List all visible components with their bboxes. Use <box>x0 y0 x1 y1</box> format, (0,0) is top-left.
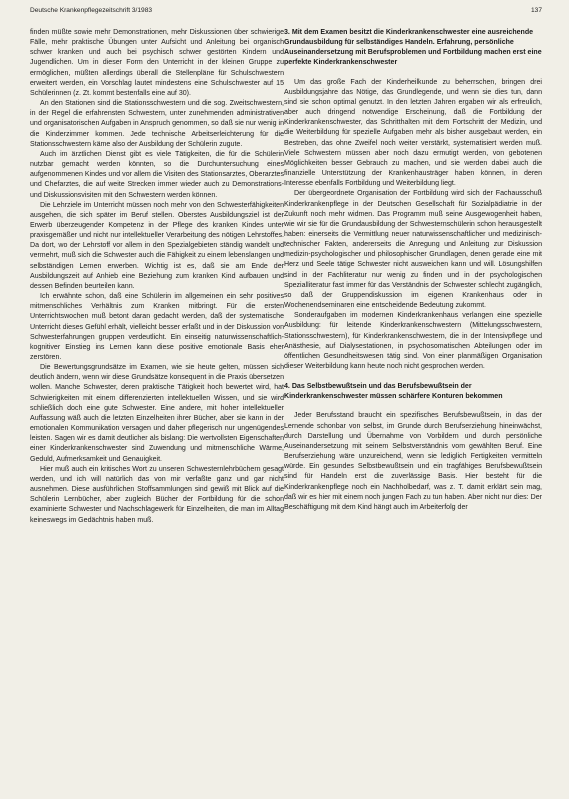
journal-name: Deutsche Krankenpflegezeitschrift 3/1983 <box>30 7 153 14</box>
paragraph: An den Stationen sind die Stationsschwestern und die sog. Zweitschwestern, in der Regel die erfahrensten Schwestern, unter zunehmenden administrativen und organisatorischen Aufgaben in Anspruch genommen, so daß sie nur wenig in die Kinderzimmer kommen. Jede technische Arbeitserleichterung für die Stationsschwestern käme also der Ausbildung der Schülerin zugute. <box>30 100 284 148</box>
left-column <box>30 28 284 526</box>
paragraph: Der übergeordnete Organisation der Fortbildung wird sich der Fachausschuß Kinderkrankenpflege in der Deutschen Gesellschaft für Sozialpädiatrie in der Zukunft noch mehr widmen. Das Programm muß seine Ausgewogenheit haben, wie wir sie für die Grundausbildung der Schwesternschülerin schon herausgestellt haben: einerseits die Vermittlung neuer naturwissenschaftlicher und medizinisch-technischer Fakten, andererseits die Anregung und Anleitung zur Diskussion medizin-psychologischer und philosophischer Grundlagen, denen gerade eine mit Herz und Seele tätige Schwester nicht ausweichen kann und will. Lösungshilfen sind in der Fachliteratur nur wenig zu finden und in der psychologischen Spezialliteratur fast immer für das Verständnis der Schwester schlecht zugänglich, so daß der Gruppendiskussion im eigenen Krankenhaus oder in Wochenendseminaren eine entscheidende Bedeutung zukommt. <box>284 190 542 310</box>
paragraph: Die Bewertungsgrundsätze im Examen, wie sie heute gelten, müssen sich deutlich ändern, wenn wir diese Grundsätze konsequent in die Praxis übersetzen wollen. Manche Schwester, deren praktische Tätigkeit hoch bewertet wird, hat Schwierigkeiten mit einem differenzierten intellektuellen Wissen, und sie wird schließlich doch eine gute Schwester. Eine andere, mit hoher intellektueller Auffassung wäß auch die letzten Einzelheiten ihrer Bücher, aber sie kann in der emotionalen Kommunikation versagen und daher pflegerisch nur ungenügendes leisten. Sagen wir es damit deutlicher als bislang: Die wertvollsten Eigenschaften einer Kinderkrankenschwester sind Zuwendung und mitmenschliche Wärme, Geduld, Aufmerksamkeit und Genauigkeit. <box>30 364 284 463</box>
paragraph: finden müßte sowie mehr Demonstrationen, mehr Diskussionen über schwierige Fälle, mehr praktische Übungen unter Aufsicht und Anleitung bei organisch schwer kranken und auch bei psychisch schwer gestörten Kindern und Jugendlichen. Um in dieser Form den Unterricht in der kleinen Gruppe zu ermöglichen, müßten allerdings überall die Stellenpläne für Schulschwestern erweitert werden, ein Vorschlag lautet mindestens eine Schulschwester auf 15 Schülerinnen (z. Zt. kommt bestenfalls eine auf 30). <box>30 29 284 97</box>
section-heading-3: 3. Mit dem Examen besitzt die Kinderkrankenschwester eine ausreichende Grundausbildung für selbständiges Handeln. Erfahrung, persönliche Auseinandersetzung mit Berufsproblemen und Fortbildung machen erst eine perfekte Kinderkrankenschwester <box>284 29 542 67</box>
right-column <box>284 28 542 513</box>
paragraph: Ich erwähnte schon, daß eine Schülerin im allgemeinen ein sehr positives mitmenschliches Verhältnis zum Kranken mitbringt. Für die ersten Unterrichtswochen muß betont daran gedacht werden, daß der systematische Unterricht dieses Gefühl erhält, vielleicht besser erfaßt und in der Diskussion von Schwesterfahrungen gruppen verdeutlicht. Ein einseitig naturwissenschaftlich-kognitiver Einstieg ins Lernen kann diese positive emotionale Basis eher zerstören. <box>30 293 284 361</box>
section-heading-4: 4. Das Selbstbewußtsein und das Berufsbewußtsein der Kinderkrankenschwester müssen schärfere Konturen bekommen <box>284 383 503 401</box>
paragraph: Um das große Fach der Kinderheilkunde zu beherrschen, bringen drei Ausbildungsjahre das Nötige, das Grundlegende, und wenn sie dies tun, dann sind sie schon optimal genutzt. In den letzten Jahren ergaben wir als erfreulich, aber auch dringend notwendige Erscheinung, daß die Fortbildung der Kinderkrankenschwester, das Schritthalten mit dem Fortschritt der Medizin, und die Weiterbildung für spezielle Aufgaben mehr als bisher ausgebaut werden, ein Bestreben, das ohne Zweifel noch weiter verstärkt, systematisiert werden muß. Viele Schwestern müssen aber noch dazu ermutigt werden, von gebotenen Möglichkeiten besser Gebrauch zu machen, und sie werden dabei auch die finanzielle Unterstützung der Krankenhausträger haben können, in deren Interesse ebenfalls Fortbildung und Weiterbildung liegt. <box>284 78 542 188</box>
running-header <box>30 7 542 19</box>
page-number: 137 <box>530 7 542 14</box>
paragraph: Sonderaufgaben im modernen Kinderkrankenhaus verlangen eine spezielle Ausbildung: für leitende Kinderkrankenschwestern (Mittelungsschwestern, Stationsschwestern), für Kinderkrankenschwestern, die in der Intensivpflege und Anästhesie, auf Dialysestationen, in psychosomatischen Abteilungen oder im öffentlichen Gesundheitswesen tätig sind. Von einer planmäßigen Organisation dieser Weiterbildung kann heute noch nicht gesprochen werden. <box>284 312 542 370</box>
paragraph: Hier muß auch ein kritisches Wort zu unseren Schwesternlehrbüchern gesagt werden, und ich will natürlich das von mir verfaßte ganz und gar nicht ausnehmen. Diese ausführlichen Stoffsammlungen sind gewiß mit Blick auf die Schülerin Lernbücher, aber zugleich Bücher der Fortbildung für die schon examinierte Schwester und Nachschlagewerk für Einzelheiten, die man im Alltag keineswegs im Gedächtnis haben muß. <box>30 465 284 524</box>
paragraph: Auch im ärztlichen Dienst gibt es viele Tätigkeiten, die für die Schülerin nutzbar gemacht werden könnten, so die Durchuntersuchung eines aufgenommenen Kindes und vor allem die Visiten des Stationsarztes, Oberarztes und Chefarztes, die auf weite Strecken immer wieder auch zu Demonstrations- und Diskussionsvisiten mit den Schwestern werden können. <box>30 150 284 199</box>
paragraph: Jeder Berufsstand braucht ein spezifisches Berufsbewußtsein, in das der Lernende schonbar von selbst, im Grunde durch Berufserziehung hineinwächst, durch Darstellung und Übernahme von Vorbildern und durch persönliche Auseinandersetzung mit seinem Selbstverständnis vom gewählten Beruf. Eine Berufserziehung wäre unzureichend, wenn sie lediglich Fertigkeiten vermitteln würde. Ein gesundes Selbstbewußtsein und ein tragfähiges Berufsbewußtsein sind für Handeln erst die zuverlässige Basis. Hier besteht für die Kinderkrankenpflege noch ein Nachholbedarf, was z. T. damit erklärt sein mag, daß wir es hier mit einem noch jungen Fach zu tun haben. Aber nicht nur dies: Der Beschäftigung mit dem Kind hängt auch im Arbeiterfolg der <box>284 412 542 511</box>
paragraph: Die Lehrziele im Unterricht müssen noch mehr von den Schwesterfähigkeiten ausgehen, die sich später im Beruf stellen. Oberstes Ausbildungsziel ist der Erwerb überzeugender Kompetenz in der Pflege des kranken Kindes unter praxisgemäßer und nicht nur intellektueller Verarbeitung des nötigen Lehrstoffes. Da dort, wo der Lehrstoff vor allem in den Spezialgebieten ständig wandelt und vermehrt, muß sich die Schwester auch die Fähigkeit zu einem lebenslangen und selbständigen Lernen erwerben. Wichtig ist es, daß sie am Ende der Ausbildungszeit auf Anhieb eine Beziehung zum kranken Kind aufbauen und dessen Befinden beurteilen kann. <box>30 201 284 290</box>
